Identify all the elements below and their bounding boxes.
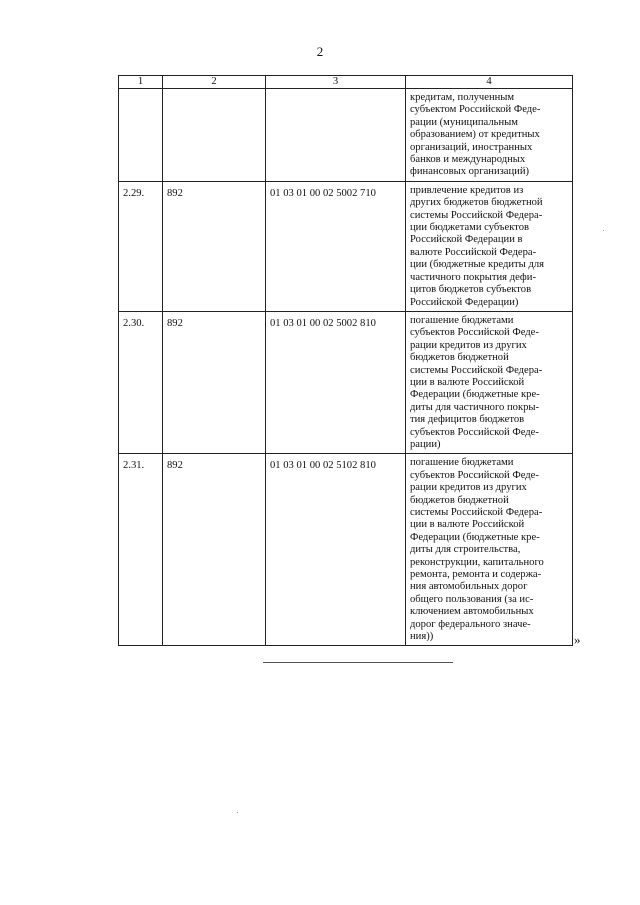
cell-num	[119, 89, 163, 182]
scan-speck	[603, 230, 604, 231]
description-line: цитов бюджетов субъектов	[410, 284, 532, 296]
description-line: рации кредитов из других	[410, 482, 527, 494]
scan-speck	[237, 812, 238, 813]
description-line: субъектов Российской Феде-	[410, 469, 539, 481]
header-col-4: 4	[406, 76, 573, 89]
description-line: системы Российской Федера-	[410, 209, 543, 221]
description-line: рации (муниципальным	[410, 116, 518, 128]
page-number: 2	[316, 44, 324, 59]
description-line: ния))	[410, 631, 434, 643]
cell-num: 2.31.	[119, 454, 163, 646]
header-row	[119, 76, 573, 89]
cell-admin: 892	[163, 311, 266, 453]
description-line: организаций, иностранных	[410, 141, 533, 153]
description-line: ции в валюте Российской	[410, 376, 525, 388]
cell-description	[406, 181, 573, 311]
cell-description	[406, 311, 573, 453]
footer-rule	[263, 662, 453, 663]
description-line: привлечение кредитов из	[410, 184, 524, 196]
description-line: погашение бюджетами	[410, 457, 514, 469]
cell-code: 01 03 01 00 02 5102 810	[266, 454, 406, 646]
description-line: рации кредитов из других	[410, 339, 527, 351]
description-line: системы Российской Федера-	[410, 364, 543, 376]
budget-code-table	[118, 75, 573, 646]
header-col-1: 1	[119, 76, 163, 89]
description-line: тия дефицитов бюджетов	[410, 414, 525, 426]
description-line: банков и международных	[410, 154, 526, 166]
description-line: валюте Российской Федера-	[410, 246, 537, 258]
table-row	[119, 311, 573, 453]
cell-description	[406, 454, 573, 646]
header-col-3: 3	[266, 76, 406, 89]
cell-num: 2.29.	[119, 181, 163, 311]
cell-admin: 892	[163, 181, 266, 311]
continuation-row	[119, 89, 573, 182]
cell-description	[406, 89, 573, 182]
description-line: ции (бюджетные кредиты для	[410, 259, 544, 271]
description-line: субъектов Российской Феде-	[410, 426, 539, 438]
description-line: системы Российской Федера-	[410, 507, 543, 518]
header-col-2: 2	[163, 76, 266, 89]
closing-quote: »	[574, 632, 581, 647]
description-line: дорог федерального значе-	[410, 618, 531, 630]
description-line: бюджетов бюджетной	[410, 494, 509, 506]
cell-code: 01 03 01 00 02 5002 810	[266, 311, 406, 453]
table-row	[119, 454, 573, 646]
description-line: кредитам, полученным	[410, 92, 515, 103]
description-line: образованием) от кредитных	[410, 129, 540, 141]
description-line: диты для частичного покры-	[410, 401, 540, 413]
description-line: ции бюджетами субъектов	[410, 222, 529, 234]
cell-admin: 892	[163, 454, 266, 646]
description-line: ции в валюте Российской	[410, 519, 525, 531]
description-line: Федерации (бюджетные кре-	[410, 531, 540, 543]
description-line: других бюджетов бюджетной	[410, 197, 543, 209]
cell-num: 2.30.	[119, 311, 163, 453]
description-line: погашение бюджетами	[410, 314, 514, 326]
cell-code: 01 03 01 00 02 5002 710	[266, 181, 406, 311]
description-line: диты для строительства,	[410, 544, 521, 556]
description-line: Российской Федерации)	[410, 296, 519, 308]
cell-code	[266, 89, 406, 182]
description-line: реконструкции, капитального	[410, 556, 544, 568]
description-line: ния автомобильных дорог	[410, 581, 528, 593]
table-row	[119, 181, 573, 311]
description-line: Федерации (бюджетные кре-	[410, 389, 540, 401]
description-line: Российской Федерации в	[410, 234, 523, 246]
description-line: ремонта, ремонта и содержа-	[410, 569, 542, 581]
description-line: рации)	[410, 438, 441, 450]
description-line: частичного покрытия дефи-	[410, 271, 536, 283]
cell-admin	[163, 89, 266, 182]
description-line: субъектом Российской Феде-	[410, 104, 541, 116]
description-line: финансовых организаций)	[410, 166, 530, 178]
description-line: ключением автомобильных	[410, 606, 534, 618]
description-line: общего пользования (за ис-	[410, 593, 534, 605]
description-line: субъектов Российской Феде-	[410, 327, 539, 339]
description-line: бюджетов бюджетной	[410, 352, 509, 364]
